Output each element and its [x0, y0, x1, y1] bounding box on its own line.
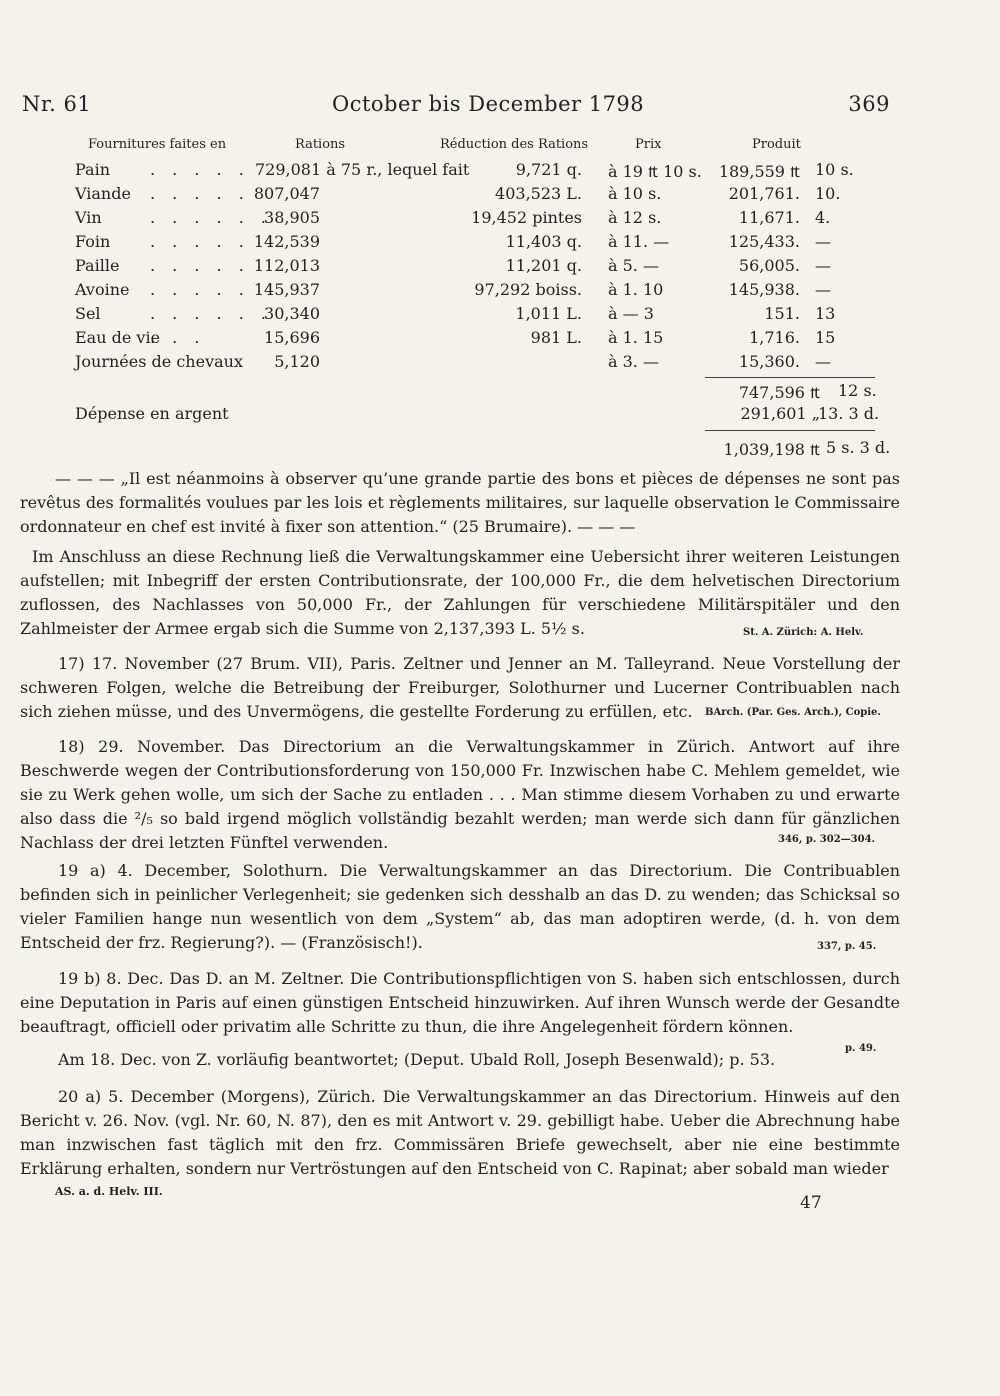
row-produit: 151. — [764, 304, 800, 323]
depense-row — [0, 404, 1000, 428]
row-item: Avoine — [75, 280, 130, 299]
header-left: Nr. 61 — [22, 92, 92, 116]
row-sous: 10. — [815, 184, 841, 203]
footer-signature: AS. a. d. Helv. III. — [55, 1185, 163, 1198]
row-item: Viande — [75, 184, 131, 203]
ref-337: 337, p. 45. — [817, 941, 877, 952]
entry-17: 17) 17. November (27 Brum. VII), Paris. Zeltner und Jenner an M. Talleyrand. Neue Vorstellung der schweren Folgen, welche die Betreibung der Freiburger, Solothurner und Lucerner Contribuablen nach sich ziehen müsse, und des Unvermögens, die gestellte Forderung zu erfüllen, etc. — [20, 654, 900, 721]
row-item: Paille — [75, 256, 120, 275]
row-reduction: 97,292 boiss. — [474, 280, 582, 299]
col-header-prix: Prix — [635, 137, 662, 152]
entry-20a: 20 a) 5. December (Morgens), Zürich. Die Verwaltungskammer an das Directorium. Hinweis auf den Bericht v. 26. Nov. (vgl. Nr. 60, N. 87), den es mit Antwort v. 29. gebilligt habe. Ueber die Abrechnung habe man inzwischen fast täglich mit den frz. Commissären Briefe gewechselt, aber nie eine bestimmte Erklärung erhalten, sondern nur Vertröstungen auf den Entscheid von C. Rapinat; aber sobald man wieder — [20, 1087, 900, 1178]
row-rations: 807,047 — [253, 184, 320, 203]
row-produit: 11,671. — [738, 208, 800, 227]
row-dots: . . . — [150, 328, 206, 347]
row-produit: 15,360. — [738, 352, 800, 371]
row-item: Sel — [75, 304, 101, 323]
row-rations: 145,937 — [253, 280, 320, 299]
col-header-reduction: Réduction des Rations — [440, 137, 589, 152]
row-sous: — — [815, 280, 831, 299]
row-dots: . . . . . — [150, 280, 250, 299]
subtotal-sous: 12 s. — [838, 381, 877, 400]
entry-18: 18) 29. November. Das Directorium an die Verwaltungskammer in Zürich. Antwort auf ihre Beschwerde wegen der Contributionsforderung von 150,000 Fr. Inzwischen habe C. Mehlem gemeldet, wie sie zu Werk gehen wolle, um sich der Sache zu entladen . . . Man stimme diesem Vorhaben zu und erwarte also dass die ²/₅ so bald irgend möglich vollständig bezahlt werden; man werde sich dann für gänzlichen Nachlass der drei letzten Fünftel verwenden. — [20, 737, 900, 852]
paragraph-rechnung: Im Anschluss an diese Rechnung ließ die Verwaltungskammer eine Uebersicht ihrer weiteren Leistungen aufstellen; mit Inbegriff der ersten Contributionsrate, der 100,000 Fr., die dem helvetischen Directorium zuflossen, des Nachlasses von 50,000 Fr., der Zahlungen für verschiedene Militärspitäler und den Zahlmeister der Armee ergab sich die Summe von 2,137,393 L. 5½ s. — [20, 547, 900, 638]
row-prix: à 5. — — [608, 256, 659, 275]
row-sous: — — [815, 256, 831, 275]
row-dots: . . . . . — [150, 256, 250, 275]
entry-19b: 19 b) 8. Dec. Das D. an M. Zeltner. Die Contributionspflichtigen von S. haben sich entschlossen, durch eine Deputation in Paris auf einen günstigen Entscheid hinzuwirken. Auf ihren Wunsch werde der Gesandte beauftragt, officiell oder privatim alle Schritte zu thun, die ihre Angelegenheit fördern können. — [20, 969, 900, 1036]
row-sous: 4. — [815, 208, 831, 227]
row-sous: — — [815, 352, 831, 371]
row-item: Journées de chevaux — [75, 352, 243, 371]
col-header-produit: Produit — [752, 137, 801, 152]
depense-label: Dépense en argent — [75, 404, 229, 423]
total-row — [0, 438, 1000, 462]
header-title: October bis December 1798 — [332, 92, 645, 116]
total-rule — [705, 430, 875, 431]
row-reduction: 11,201 q. — [505, 256, 582, 275]
entry-19a: 19 a) 4. December, Solothurn. Die Verwaltungskammer an das Directorium. Die Contribuablen befinden sich in peinlicher Verlegenheit; sie gedenken sich desshalb an das D. zu wenden; das Schicksal so vieler Familien hange nun wesentlich von dem „System“ ab, das man adoptiren werde, (d. h. von dem Entscheid der frz. Regierung?). — (Französisch!). — [20, 861, 900, 952]
row-dots: . . . . . — [150, 160, 250, 179]
row-item: Foin — [75, 232, 111, 251]
row-rations: 112,013 — [253, 256, 320, 275]
row-prix: à 10 s. — [608, 184, 662, 203]
header-page-number: 369 — [848, 92, 890, 116]
row-dots: . . . . . — [150, 184, 250, 203]
row-prix: à — 3 — [608, 304, 654, 323]
row-prix: à 3. — — [608, 352, 659, 371]
row-produit: 145,938. — [728, 280, 800, 299]
table-row — [0, 160, 1000, 184]
row-sous: — — [815, 232, 831, 251]
row-produit: 125,433. — [728, 232, 800, 251]
row-reduction: 403,523 L. — [495, 184, 582, 203]
row-reduction: 9,721 q. — [515, 160, 582, 179]
total-sous: 5 s. 3 d. — [826, 438, 891, 457]
ref-p49: p. 49. — [845, 1043, 877, 1054]
row-prix: à 11. — — [608, 232, 670, 251]
row-reduction: 11,403 q. — [505, 232, 582, 251]
total-produit: 1,039,198 ₶ — [723, 440, 820, 459]
row-produit: 201,761. — [728, 184, 800, 203]
row-item: Pain — [75, 160, 111, 179]
depense-produit: 291,601 „ — [740, 404, 820, 423]
row-item: Vin — [75, 208, 102, 227]
row-sous: 10 s. — [815, 160, 854, 179]
row-reduction: 19,452 pintes — [471, 208, 582, 227]
row-produit: 189,559 ₶ — [718, 162, 800, 181]
ref-346: 346, p. 302—304. — [778, 834, 876, 845]
row-sous: 15 — [815, 328, 836, 347]
depense-sous: 13. 3 d. — [818, 404, 880, 423]
table-row — [0, 208, 1000, 232]
row-produit: 56,005. — [738, 256, 800, 275]
col-header-rations: Rations — [295, 137, 346, 152]
table-row — [0, 352, 1000, 376]
row-rations: 38,905 — [264, 208, 320, 227]
entry-19b-note: Am 18. Dec. von Z. vorläufig beantwortet; (Deput. Ubald Roll, Joseph Besenwald); p. 53. — [58, 1050, 776, 1069]
col-header-fournitures: Fournitures faites en — [88, 137, 227, 152]
row-dots: . . . . . . — [150, 304, 272, 323]
row-prix: à 12 s. — [608, 208, 662, 227]
row-reduction: 981 L. — [530, 328, 582, 347]
row-reduction: 1,011 L. — [515, 304, 582, 323]
row-rations: 5,120 — [274, 352, 320, 371]
table-row — [0, 256, 1000, 280]
ref-st-a-zuerich: St. A. Zürich: A. Helv. — [743, 627, 864, 638]
row-produit: 1,716. — [749, 328, 800, 347]
table-row — [0, 280, 1000, 304]
ref-barch: BArch. (Par. Ges. Arch.), Copie. — [705, 707, 881, 718]
footer-page-number: 47 — [800, 1193, 822, 1213]
row-rations: 30,340 — [264, 304, 320, 323]
quote-paragraph: — — — „Il est néanmoins à observer qu’une grande partie des bons et pièces de dépenses ne sont pas revêtus des formalités voulues par les lois et règlements militaires, sur laquelle observation le Commissaire ordonnateur en chef est invité à fixer son attention.“ (25 Brumaire). — — — — [20, 469, 900, 536]
table-row — [0, 328, 1000, 352]
subtotal-row — [0, 381, 1000, 405]
row-rations: 15,696 — [264, 328, 320, 347]
table-row — [0, 304, 1000, 328]
row-prix: à 1. 15 — [608, 328, 664, 347]
subtotal-produit: 747,596 ₶ — [738, 383, 820, 402]
row-item: Eau de vie — [75, 328, 161, 347]
table-row — [0, 184, 1000, 208]
row-rations: 729,081 à 75 r., lequel fait — [255, 160, 470, 179]
row-prix: à 19 ₶ 10 s. — [608, 162, 702, 181]
row-dots: . . . . . . — [150, 208, 272, 227]
row-prix: à 1. 10 — [608, 280, 664, 299]
row-sous: 13 — [815, 304, 836, 323]
sum-rule — [705, 377, 875, 378]
row-rations: 142,539 — [253, 232, 320, 251]
table-row — [0, 232, 1000, 256]
row-dots: . . . . . — [150, 232, 250, 251]
